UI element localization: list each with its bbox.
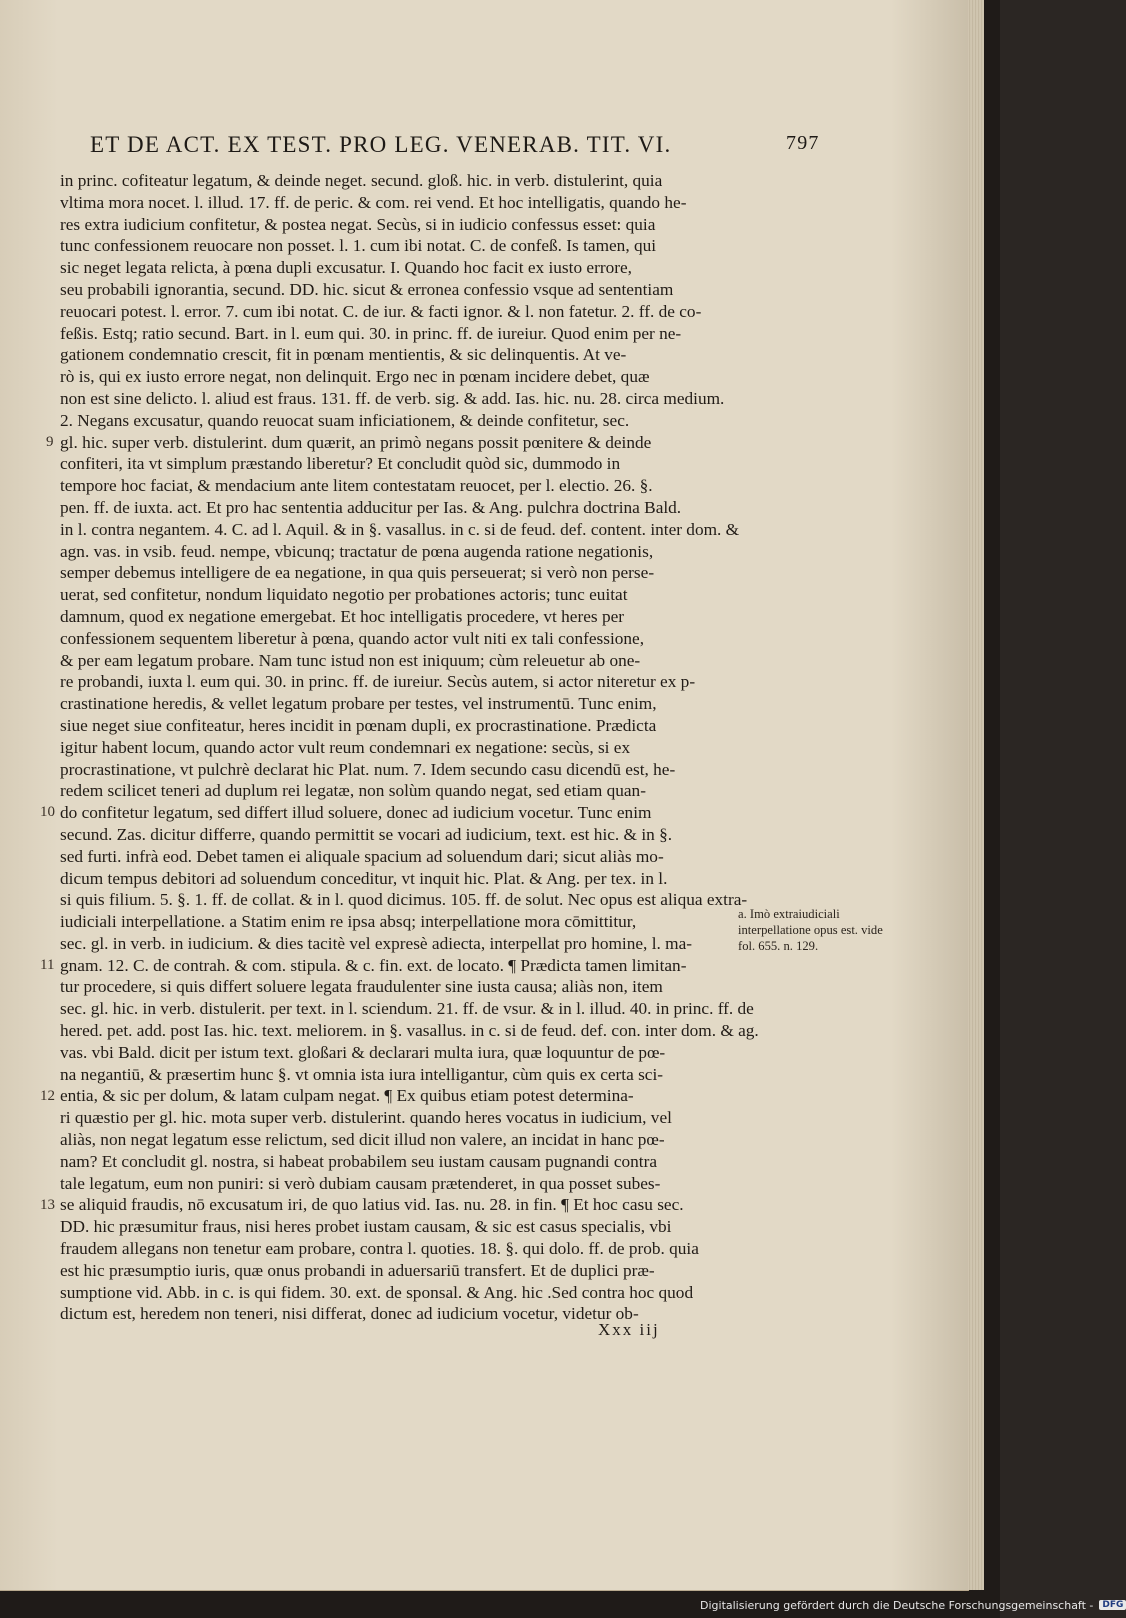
text-line: entia, & sic per dolum, & latam culpam negat. ¶ Ex quibus etiam potest determina- (60, 1086, 634, 1106)
text-line: tunc confessionem reuocare non posset. l. 1. cum ibi notat. C. de confeß. Is tamen, qui (60, 236, 657, 256)
side-note: a. Imò extraiudiciali interpellatione opus est. vide fol. 655. n. 129. (738, 907, 883, 953)
text-line: tale legatum, eum non puniri: si verò dubiam causam prætenderet, in qua posset subes- (60, 1173, 661, 1193)
text-line: dicum tempus debitori ad soluendum conceditur, vt inquit hic. Plat. & Ang. per tex. in l. (60, 868, 668, 888)
text-line: aliàs, non negat legatum esse relictum, sed dicit illud non valere, an incidat in hanc pœ- (60, 1130, 665, 1150)
text-line: uerat, sed confitetur, nondum liquidato negotio per probationes actoris; tunc euitat (60, 585, 628, 605)
text-line: ri quæstio per gl. hic. mota super verb. distulerint. quando heres vocatus in iudicium, vel (60, 1108, 672, 1128)
text-line: do confitetur legatum, sed differt illud soluere, donec ad iudicium vocetur. Tunc enim (60, 803, 652, 823)
text-line: hered. pet. add. post Ias. hic. text. meliorem. in §. vasallus. in c. si de feud. def. con. inter dom. & ag. (60, 1021, 759, 1041)
signature-mark: Xxx iij (598, 1320, 660, 1339)
digitization-note: Digitalisierung gefördert durch die Deutsche Forschungsgemeinschaft - (700, 1598, 1094, 1612)
page-number: 797 (786, 132, 820, 154)
text-line: confessionem sequentem liberetur à pœna, quando actor vult niti ex tali confessione, (60, 628, 645, 648)
text-line: crastinatione heredis, & vellet legatum probare per testes, vel instrumentū. Tunc enim, (60, 694, 657, 714)
text-line: nam? Et concludit gl. nostra, si habeat probabilem seu iustam causam pugnandi contra (60, 1151, 657, 1171)
text-line: secund. Zas. dicitur differre, quando permittit se vocari ad iudicium, text. est hic. & in §. (60, 824, 673, 844)
running-header (90, 132, 820, 158)
text-line: dictum est, heredem non teneri, nisi differat, donec ad iudicium vocetur, videtur ob- (60, 1304, 639, 1324)
page-edge (968, 0, 984, 1590)
digitization-footer (700, 1596, 1126, 1614)
margin-number: 13 (40, 1196, 55, 1213)
text-line: 2. Negans excusatur, quando reuocat suam inficiationem, & deinde confitetur, sec. (60, 410, 630, 430)
text-line: si quis filium. 5. §. 1. ff. de collat. & in l. quod dicimus. 105. ff. de solut. Nec opus est aliqua extra- (60, 890, 748, 910)
text-line: redem scilicet teneri ad duplum rei legatæ, non solùm quando negat, sed etiam quan- (60, 781, 646, 801)
text-line: damnum, quod ex negatione emergebat. Et hoc intelligatis procedere, vt heres per (60, 606, 625, 626)
text-line: sec. gl. in verb. in iudicium. & dies tacitè vel expresè adiecta, interpellat pro homine, l. ma- (60, 933, 692, 953)
text-line: vltima mora nocet. l. illud. 17. ff. de peric. & com. rei vend. Et hoc intelligatis, quando he- (60, 192, 687, 212)
text-line: gationem condemnatio crescit, fit in pœnam mentientis, & sic delinquentis. At ve- (60, 345, 627, 365)
text-line: agn. vas. in vsib. feud. nempe, vbicunq; tractatur de pœna augenda ratione negationis, (60, 541, 654, 561)
text-line: tempore hoc faciat, & mendacium ante litem contestatam reuocet, per l. electio. 26. §. (60, 476, 653, 496)
text-line: in princ. cofiteatur legatum, & deinde neget. secund. gloß. hic. in verb. distulerint, quia (60, 171, 663, 190)
text-line: siue neget siue confiteatur, heres incidit in pœnam dupli, ex procrastinatione. Prædicta (60, 715, 657, 735)
text-line: gl. hic. super verb. distulerint. dum quærit, an primò negans possit pœnitere & deinde (60, 432, 652, 452)
text-line: sec. gl. hic. in verb. distulerit. per text. in l. sciendum. 21. ff. de vsur. & in l. illud. 40. in princ. ff. de (60, 999, 754, 1019)
text-line: procrastinatione, vt pulchrè declarat hic Plat. num. 7. Idem secundo casu dicendū est, he- (60, 759, 676, 779)
text-line: vas. vbi Bald. dicit per istum text. gloßari & declarari multa iura, quæ loquuntur de pœ- (60, 1042, 666, 1062)
text-line: igitur habent locum, quando actor vult reum condemnari ex negatione: secùs, si ex (60, 737, 631, 757)
text-line: fraudem allegans non tenetur eam probare, contra l. quoties. 18. §. qui dolo. ff. de prob. quia (60, 1239, 699, 1259)
dfg-logo-icon: DFG (1099, 1600, 1126, 1610)
text-line: sed furti. infrà eod. Debet tamen ei aliquale spacium ad soluendum dari; sicut aliàs mo- (60, 846, 664, 866)
text-line: DD. hic præsumitur fraus, nisi heres probet iustam causam, & sic est casus specialis, vbi (60, 1217, 672, 1237)
text-line: na negantiū, & præsertim hunc §. vt omnia ista iura intelligantur, cùm quis ex certa sci- (60, 1064, 664, 1084)
text-line: sumptione vid. Abb. in c. is qui fidem. 30. ext. de sponsal. & Ang. hic .Sed contra hoc quod (60, 1282, 694, 1302)
body-text (60, 170, 759, 1325)
text-line: confiteri, ita vt simplum præstando liberetur? Et concludit quòd sic, dummodo in (60, 454, 621, 474)
text-line: non est sine delicto. l. aliud est fraus. 131. ff. de verb. sig. & add. Ias. hic. nu. 28. circa medium. (60, 388, 725, 408)
text-line: rò is, qui ex iusto errore negat, non delinquit. Ergo nec in pœnam incidere debet, quæ (60, 367, 650, 387)
text-line: se aliquid fraudis, nō excusatum iri, de quo latius vid. Ias. nu. 28. in fin. ¶ Et hoc casu sec. (60, 1195, 684, 1215)
text-line: re probandi, iuxta l. eum qui. 30. in princ. ff. de iureiur. Secùs autem, si actor niteretur ex p- (60, 672, 696, 692)
margin-number: 12 (40, 1087, 55, 1104)
text-line: gnam. 12. C. de contrah. & com. stipula. & c. fin. ext. de locato. ¶ Prædicta tamen limitan- (60, 955, 687, 975)
running-header-title: ET DE ACT. EX TEST. PRO LEG. VENERAB. TIT. VI. (90, 132, 672, 157)
text-line: tur procedere, si quis differt soluere legata fraudulenter sine iusta causa; aliàs non, item (60, 977, 663, 997)
margin-number: 10 (40, 804, 55, 821)
margin-number: 9 (46, 433, 54, 450)
text-line: feßis. Estq; ratio secund. Bart. in l. eum qui. 30. in princ. ff. de iureiur. Quod enim per ne- (60, 323, 682, 343)
text-line: est hic præsumptio iuris, quæ onus probandi in aduersariū transfert. Et de duplici præ- (60, 1260, 655, 1280)
text-line: reuocari potest. l. error. 7. cum ibi notat. C. de iur. & facti ignor. & l. non fatetur. 2. ff. de co- (60, 301, 702, 321)
text-line: & per eam legatum probare. Nam tunc istud non est iniquum; cùm releuetur ab one- (60, 650, 641, 670)
text-line: in l. contra negantem. 4. C. ad l. Aquil. & in §. vasallus. in c. si de feud. def. content. inter dom. & (60, 519, 740, 539)
text-line: seu probabili ignorantia, secund. DD. hic. sicut & erronea confessio vsque ad sententiam (60, 279, 674, 299)
text-line: sic neget legata relicta, à pœna dupli excusatur. I. Quando hoc facit ex iusto errore, (60, 258, 632, 278)
margin-number: 11 (40, 956, 55, 973)
text-line: pen. ff. de iuxta. act. Et pro hac sententia adducitur per Ias. & Ang. pulchra doctrina Bald. (60, 497, 682, 517)
text-line: iudiciali interpellatione. a Statim enim re ipsa absq; interpellatione mora cōmittitur, (60, 912, 637, 932)
text-line: semper debemus intelligere de ea negatione, in qua quis perseuerat; si verò non perse- (60, 563, 655, 583)
text-line: res extra iudicium confitetur, & postea negat. Secùs, si in iudicio confessus esset: quia (60, 214, 656, 234)
